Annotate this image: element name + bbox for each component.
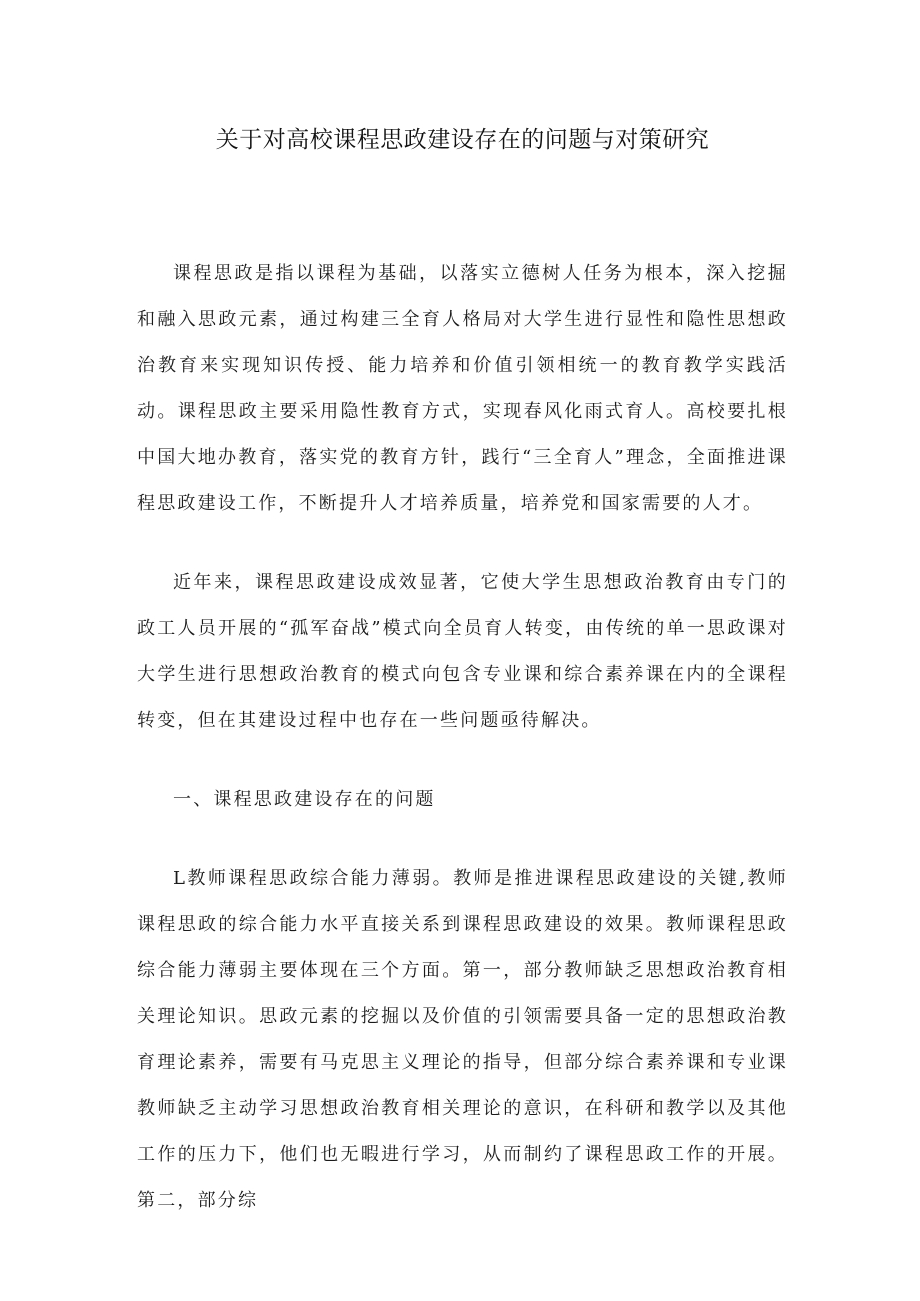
section-heading: 一、课程思政建设存在的问题 <box>173 789 436 810</box>
paragraph-intro: 课程思政是指以课程为基础，以落实立德树人任务为根本，深入挖掘和融入思政元素，通过构建三全育人格局对大学生进行显性和隐性思想政治教育来实现知识传授、能力培养和价值引领相统一的教育教学实践活动。课程思政主要采用隐性教育方式，实现春风化雨式育人。高校要扎根中国大地办教育，落实党的教育方针，践行“三全育人”理念，全面推进课程思政建设工作，不断提升人才培养质量，培养党和国家需要的人才。 <box>137 263 788 514</box>
paragraph-progress: 近年来，课程思政建设成效显著，它使大学生思想政治教育由专门的政工人员开展的“孤军奋战”模式向全员育人转变，由传统的单一思政课对大学生进行思想政治教育的模式向包含专业课和综合素养课在内的全课程转变，但在其建设过程中也存在一些问题亟待解决。 <box>137 572 788 731</box>
paragraph-teacher-ability: L教师课程思政综合能力薄弱。教师是推进课程思政建设的关键,教师课程思政的综合能力水平直接关系到课程思政建设的效果。教师课程思政综合能力薄弱主要体现在三个方面。第一，部分教师缺乏思想政治教育相关理论知识。思政元素的挖掘以及价值的引领需要具备一定的思想政治教育理论素养，需要有马克思主义理论的指导，但部分综合素养课和专业课教师缺乏主动学习思想政治教育相关理论的意识，在科研和教学以及其他工作的压力下，他们也无暇进行学习，从而制约了课程思政工作的开展。第二，部分综 <box>137 868 788 1211</box>
document-body <box>137 251 788 1224</box>
document-title: 关于对高校课程思政建设存在的问题与对策研究 <box>215 127 710 153</box>
